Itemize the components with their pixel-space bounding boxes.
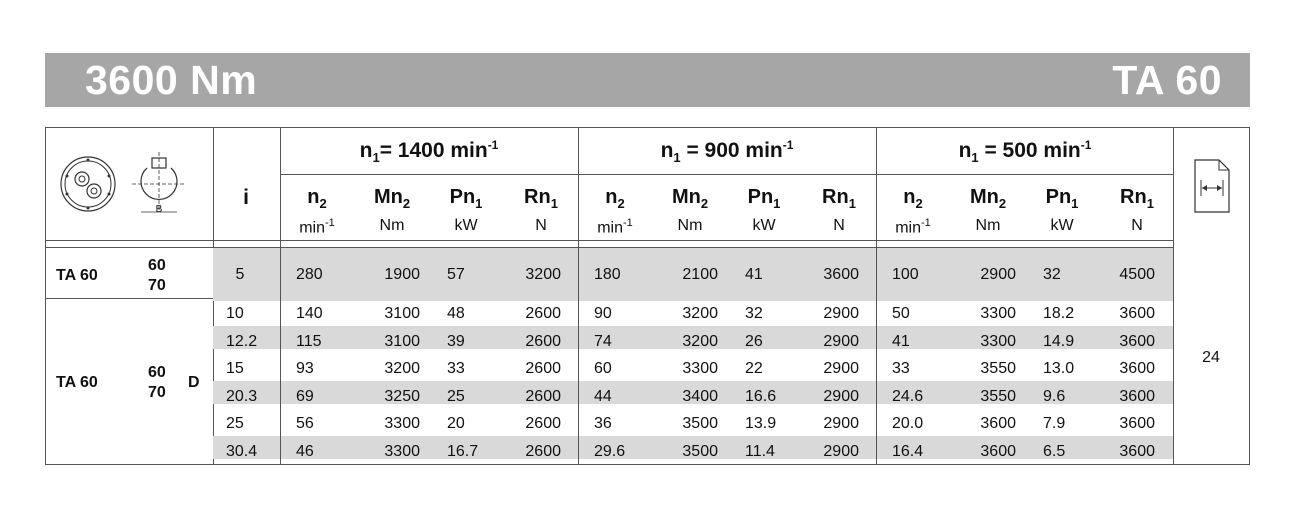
column-unit: N	[833, 217, 845, 234]
size-label: 70	[148, 277, 166, 294]
table-cell: 3600	[980, 442, 1016, 460]
table-cell: 2600	[525, 387, 561, 405]
column-symbol: $Rn_1$	[1120, 186, 1154, 211]
table-cell: 9.6	[1043, 387, 1066, 405]
table-cell: 3600	[1119, 305, 1155, 322]
diagram-b-label: B	[155, 204, 163, 215]
column-symbol: $Rn_1$	[822, 186, 856, 211]
table-cell: 3300	[980, 332, 1016, 350]
table-cell: 3250	[384, 387, 420, 405]
table-cell: 2600	[525, 305, 561, 322]
dimension-sheet-icon	[1193, 158, 1231, 214]
table-cell: 100	[892, 266, 919, 283]
column-unit: Nm	[379, 217, 405, 234]
table-cell: 90	[594, 305, 612, 322]
table-cell: 46	[296, 442, 314, 460]
table-cell: 41	[745, 266, 763, 283]
table-cell: 3500	[682, 442, 718, 460]
table-cell: 16.7	[447, 442, 479, 460]
table-cell: 3600	[1119, 387, 1155, 405]
table-cell: 3300	[384, 415, 420, 432]
table-cell: 60	[594, 360, 612, 377]
column-unit: N	[1131, 217, 1143, 234]
table-cell: 3200	[682, 332, 718, 350]
ratio-cell: 5	[235, 266, 245, 283]
table-cell: 2900	[823, 415, 859, 432]
ratio-cell: 12.2	[226, 332, 258, 350]
table-cell: 2900	[823, 442, 859, 460]
table-cell: 50	[892, 305, 910, 322]
table-cell: 39	[447, 332, 465, 350]
table-cell: 26	[745, 332, 763, 350]
vline-body-2	[876, 248, 877, 464]
table-cell: 6.5	[1043, 442, 1066, 460]
title-banner	[45, 53, 1250, 107]
table-cell: 2100	[682, 266, 718, 283]
column-symbol: $Pn_1$	[1045, 186, 1079, 211]
table-cell: 18.2	[1043, 305, 1075, 322]
table-cell: 7.9	[1043, 415, 1066, 432]
column-symbol: $Rn_1$	[524, 186, 558, 211]
column-unit: $\min^{-1}$	[299, 217, 335, 237]
vline-body-0	[280, 248, 281, 464]
speed-group-header: $n_1 = 500$ $\min^{-1}$	[958, 138, 1092, 166]
table-cell: 3500	[682, 415, 718, 432]
column-symbol: $Mn_2$	[969, 186, 1007, 211]
ratio-cell: 15	[226, 360, 244, 377]
column-unit: $\min^{-1}$	[597, 217, 633, 237]
table-cell: 32	[1043, 266, 1061, 283]
ratio-cell: 25	[226, 415, 244, 432]
table-cell: 25	[447, 387, 465, 405]
table-cell: 3200	[525, 266, 561, 283]
table-cell: 3600	[1119, 442, 1155, 460]
column-unit: $\min^{-1}$	[895, 217, 931, 237]
table-cell: 29.6	[594, 442, 626, 460]
gearbox-diagram-icon	[52, 146, 202, 226]
ratio-cell: 30.4	[226, 442, 258, 460]
table-cell: 180	[594, 266, 621, 283]
table-cell: 115	[296, 332, 322, 350]
column-unit: Nm	[975, 217, 1001, 234]
table-cell: 1900	[384, 266, 420, 283]
table-cell: 3300	[682, 360, 718, 377]
table-cell: 93	[296, 360, 314, 377]
hline-header-bottom	[45, 240, 1173, 241]
table-cell: 2600	[525, 360, 561, 377]
dimension-value: 24	[1202, 349, 1220, 366]
table-cell: 3100	[384, 332, 420, 350]
table-cell: 33	[447, 360, 465, 377]
table-cell: 56	[296, 415, 314, 432]
table-cell: 3400	[682, 387, 718, 405]
table-cell: 140	[296, 305, 323, 322]
column-symbol: $Mn_2$	[373, 186, 411, 211]
table-cell: 2900	[823, 305, 859, 322]
column-symbol: $Mn_2$	[671, 186, 709, 211]
table-cell: 2900	[823, 360, 859, 377]
table-cell: 2900	[823, 332, 859, 350]
column-unit: Nm	[677, 217, 703, 234]
speed-group-header: $n_1= 1400$ $\min^{-1}$	[359, 138, 499, 166]
model-title: TA 60	[1112, 57, 1222, 103]
table-cell: 3600	[1119, 332, 1155, 350]
table-cell: 22	[745, 360, 763, 377]
table-cell: 280	[296, 266, 323, 283]
speed-group-header: $n_1 = 900$ $\min^{-1}$	[660, 138, 794, 166]
table-cell: 14.9	[1043, 332, 1075, 350]
table-cell: 13.0	[1043, 360, 1075, 377]
table-cell: 2600	[525, 415, 561, 432]
table-cell: 11.4	[745, 442, 775, 460]
table-cell: 3100	[384, 305, 420, 322]
table-cell: 2600	[525, 442, 561, 460]
torque-title: 3600 Nm	[85, 57, 258, 103]
table-cell: 57	[447, 266, 465, 283]
size-label: 70	[148, 384, 166, 401]
vline-4	[1173, 127, 1174, 464]
ratio-column-header: i	[243, 186, 249, 209]
column-unit: N	[535, 217, 547, 234]
model-label: TA 60	[56, 374, 98, 391]
table-cell: 44	[594, 387, 612, 405]
table-cell: 13.9	[745, 415, 777, 432]
row-band	[213, 298, 1173, 301]
table-cell: 48	[447, 305, 465, 322]
column-unit: kW	[454, 217, 478, 234]
table-cell: 33	[892, 360, 910, 377]
column-unit: kW	[1050, 217, 1074, 234]
table-cell: 16.4	[892, 442, 924, 460]
table-cell: 3300	[384, 442, 420, 460]
size-label: 60	[148, 364, 166, 381]
table-cell: 32	[745, 305, 763, 322]
table-cell: 41	[892, 332, 910, 350]
table-cell: 3550	[980, 360, 1016, 377]
table-cell: 3600	[1119, 360, 1155, 377]
size-label: 60	[148, 257, 166, 274]
table-cell: 4500	[1119, 266, 1155, 283]
table-cell: 36	[594, 415, 612, 432]
column-unit: kW	[752, 217, 776, 234]
model-label: TA 60	[56, 267, 98, 284]
variant-label: D	[188, 374, 200, 391]
column-symbol: $Pn_1$	[449, 186, 483, 211]
table-cell: 3600	[980, 415, 1016, 432]
table-cell: 20.0	[892, 415, 924, 432]
hline-group-header	[280, 174, 1173, 175]
column-symbol: $n_2$	[903, 186, 923, 211]
ratio-cell: 20.3	[226, 387, 258, 405]
table-cell: 3600	[1119, 415, 1155, 432]
table-cell: 24.6	[892, 387, 924, 405]
ratio-cell: 10	[226, 305, 244, 322]
vline-body-1	[578, 248, 579, 464]
table-cell: 3200	[682, 305, 718, 322]
table-cell: 2600	[525, 332, 561, 350]
table-cell: 16.6	[745, 387, 777, 405]
table-cell: 3550	[980, 387, 1016, 405]
column-symbol: $Pn_1$	[747, 186, 781, 211]
table-cell: 2900	[980, 266, 1016, 283]
table-cell: 2900	[823, 387, 859, 405]
table-cell: 3200	[384, 360, 420, 377]
column-symbol: $n_2$	[605, 186, 625, 211]
table-cell: 74	[594, 332, 612, 350]
table-cell: 69	[296, 387, 314, 405]
table-cell: 20	[447, 415, 465, 432]
table-cell: 3600	[823, 266, 859, 283]
column-symbol: $n_2$	[307, 186, 327, 211]
table-cell: 3300	[980, 305, 1016, 322]
